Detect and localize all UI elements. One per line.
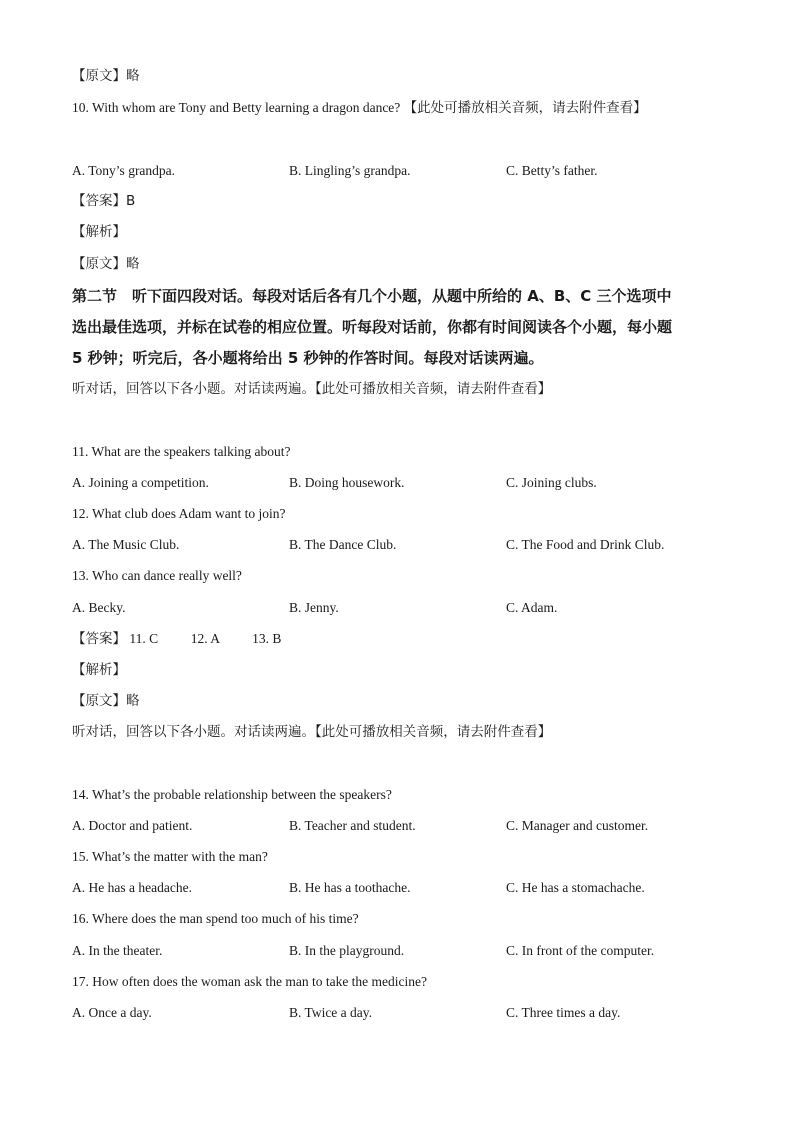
question-12: 12. What club does Adam want to join?	[72, 506, 286, 521]
question-16: 16. Where does the man spend too much of his time?	[72, 911, 359, 926]
question-15: 15. What’s the matter with the man?	[72, 849, 268, 864]
q16-option-c: C. In front of the computer.	[506, 943, 655, 958]
q10-original: 【原文】略	[72, 256, 140, 272]
question-11: 11. What are the speakers talking about?	[72, 444, 291, 459]
q17-option-c: C. Three times a day.	[506, 1005, 621, 1020]
question-10	[72, 98, 647, 118]
q12-option-c: C. The Food and Drink Club.	[506, 537, 665, 552]
q17-option-b: B. Twice a day.	[289, 1005, 373, 1020]
q11-option-b: B. Doing housework.	[289, 475, 405, 490]
question-13: 13. Who can dance really well?	[72, 568, 242, 583]
q11-option-c: C. Joining clubs.	[506, 475, 597, 490]
question-14: 14. What’s the probable relationship between the speakers?	[72, 787, 392, 802]
q15-option-a: A. He has a headache.	[72, 880, 192, 895]
dialog-1-analysis: 【解析】	[72, 662, 126, 678]
original-text-label: 【原文】略	[72, 68, 140, 84]
q12-option-b: B. The Dance Club.	[289, 537, 397, 552]
question-17: 17. How often does the woman ask the man to take the medicine?	[72, 974, 428, 989]
q13-option-b: B. Jenny.	[289, 600, 339, 615]
q12-option-a: A. The Music Club.	[72, 537, 180, 552]
q10-option-b: B. Lingling’s grandpa.	[289, 163, 411, 178]
q13-option-c: C. Adam.	[506, 600, 558, 615]
q14-option-b: B. Teacher and student.	[289, 818, 416, 833]
dialog-1-answers	[72, 629, 281, 649]
section-2-heading-line-1: 第二节 听下面四段对话。每段对话后各有几个小题，从题中所给的 A、B、C 三个选项中	[72, 287, 672, 305]
q16-option-a: A. In the theater.	[72, 943, 163, 958]
dialog-1-intro: 听对话，回答以下各小题。对话读两遍。【此处可播放相关音频，请去附件查看】	[72, 381, 552, 397]
answer-11: 11. C	[129, 631, 159, 646]
q14-option-c: C. Manager and customer.	[506, 818, 649, 833]
q10-option-a: A. Tony’s grandpa.	[72, 163, 176, 178]
answer-13: 13. B	[252, 631, 282, 646]
answer-12: 12. A	[190, 631, 221, 646]
q15-option-c: C. He has a stomachache.	[506, 880, 645, 895]
q10-option-c: C. Betty’s father.	[506, 163, 598, 178]
q14-option-a: A. Doctor and patient.	[72, 818, 193, 833]
q10-answer: 【答案】B	[72, 193, 136, 209]
section-2-heading-line-3: 5 秒钟；听完后，各小题将给出 5 秒钟的作答时间。每段对话读两遍。	[72, 349, 544, 367]
dialog-1-original: 【原文】略	[72, 693, 140, 709]
q11-option-a: A. Joining a competition.	[72, 475, 209, 490]
q17-option-a: A. Once a day.	[72, 1005, 152, 1020]
audio-note[interactable]: 【此处可播放相关音频，请去附件查看】	[403, 100, 647, 116]
answer-label: 【答案】	[72, 631, 126, 647]
dialog-2-intro: 听对话，回答以下各小题。对话读两遍。【此处可播放相关音频，请去附件查看】	[72, 724, 552, 740]
section-2-heading-line-2: 选出最佳选项，并标在试卷的相应位置。听每段对话前，你都有时间阅读各个小题，每小题	[72, 318, 673, 336]
q15-option-b: B. He has a toothache.	[289, 880, 411, 895]
q10-analysis: 【解析】	[72, 224, 126, 240]
q16-option-b: B. In the playground.	[289, 943, 405, 958]
q13-option-a: A. Becky.	[72, 600, 126, 615]
question-10-text: 10. With whom are Tony and Betty learning a dragon dance?	[72, 100, 401, 115]
